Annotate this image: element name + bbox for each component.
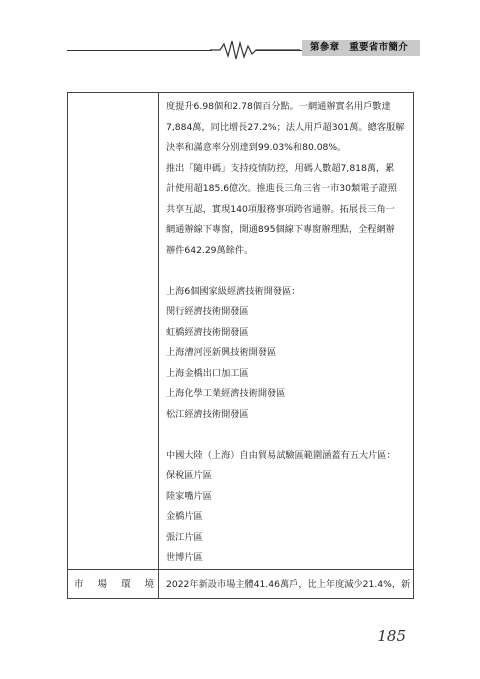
zone-item: 松江經濟技術開發區 <box>166 408 249 420</box>
ftz-area-item: 張江片區 <box>166 531 203 543</box>
chapter-title: 第參章 重要省市簡介 <box>302 40 420 56</box>
ftz-area-item: 世博片區 <box>166 552 203 563</box>
text-line: 推出「隨申碼」支持疫情防控，用碼人數超7,818萬，累 <box>166 162 395 174</box>
text-line: 計使用超185.6億次。推進長三角三省一市30類電子證照 <box>166 183 397 194</box>
text-line: 決率和滿意率分別達到99.03%和80.08%。 <box>166 142 347 153</box>
zones-heading: 上海6個國家級經濟技術開發區： <box>166 285 301 297</box>
label-char: 境 <box>144 579 154 590</box>
zone-item: 上海漕河涇新興技術開發區 <box>166 347 277 358</box>
info-table <box>67 92 414 599</box>
label-char: 場 <box>97 579 107 590</box>
zone-item: 上海金橋出口加工區 <box>166 367 249 379</box>
header-rule-left <box>67 50 212 51</box>
text-line: 辦件642.29萬餘件。 <box>166 244 254 256</box>
ftz-area-item: 保稅區片區 <box>166 470 212 481</box>
text-line: 共享互認，實現140項服務事項跨省通辦。拓展長三角一 <box>166 203 395 215</box>
column-divider <box>158 93 159 598</box>
text-line: 度提升6.98個和2.78個百分點。一網通辦實名用戶數達 <box>166 101 391 112</box>
row-content <box>166 97 410 569</box>
zone-item: 上海化學工業經濟技術開發區 <box>166 388 286 399</box>
text-line: 7,884萬，同比增長27.2%；法人用戶超301萬。總客服解 <box>166 121 405 133</box>
market-environment-label <box>74 576 154 590</box>
zone-item: 虹橋經濟技術開發區 <box>166 326 249 338</box>
text-line: 網通辦線下專窗，開通895個線下專窗辦理點，全程網辦 <box>166 224 395 235</box>
label-char: 環 <box>120 579 131 590</box>
header-rule-right <box>255 50 303 51</box>
ftz-area-item: 陸家嘴片區 <box>166 490 212 502</box>
ftz-heading: 中國大陸（上海）自由貿易試驗區範圍涵蓋有五大片區： <box>166 449 396 461</box>
label-char: 市 <box>74 579 84 590</box>
ftz-area-item: 金橋片區 <box>166 511 203 522</box>
page-number: 185 <box>377 627 406 645</box>
row-divider <box>68 569 413 570</box>
zone-item: 閔行經濟技術開發區 <box>166 306 249 317</box>
market-environment-text: 2022年新設市場主體41.46萬戶，比上年度減少21.4%，新 <box>166 579 411 590</box>
